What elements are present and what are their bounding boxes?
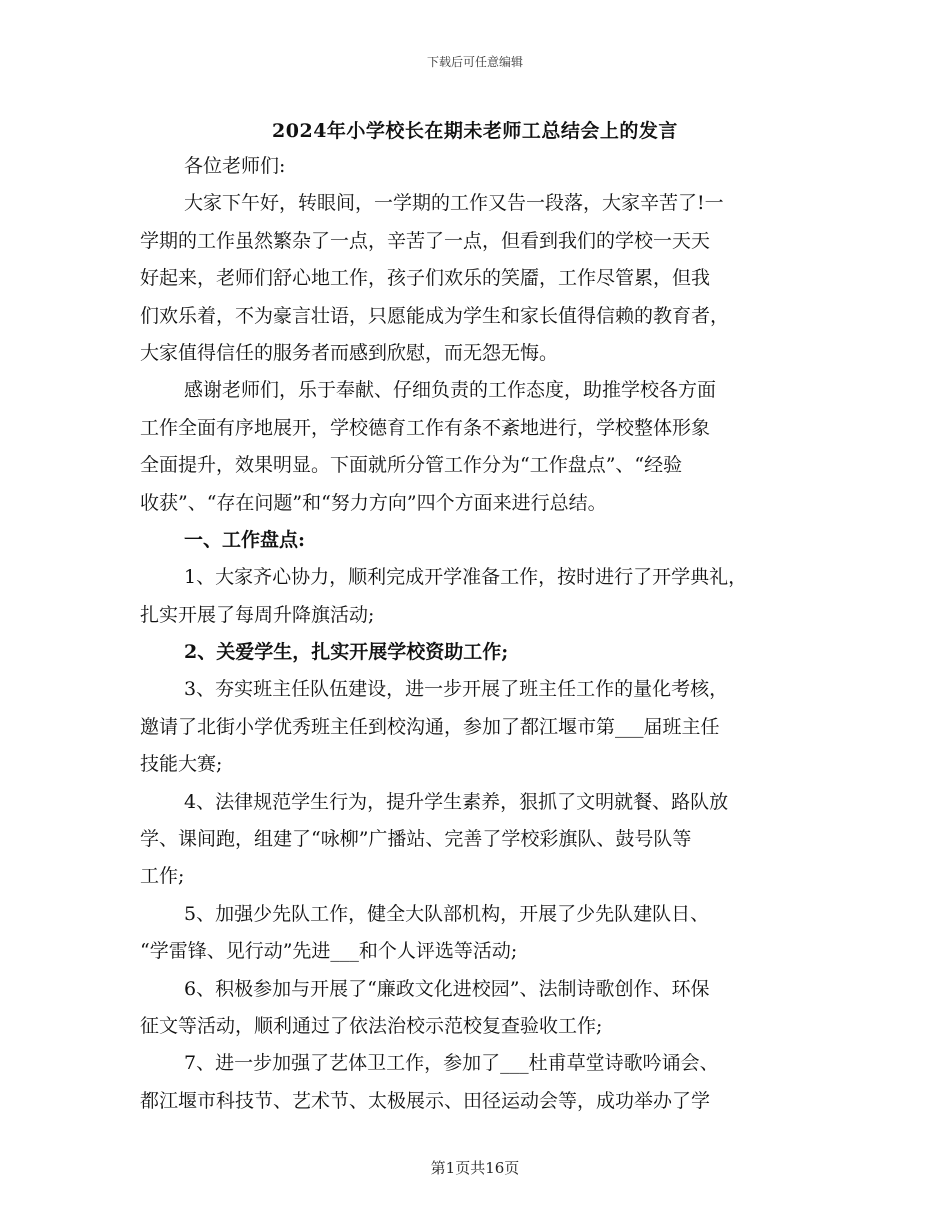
paragraph-line: 各位老师们: — [184, 155, 286, 177]
paragraph-line: 扎实开展了每周升降旗活动; — [140, 603, 375, 626]
paragraph-line: 6、积极参加与开展了“廉政文化进校园”、法制诗歌创作、环保 — [184, 977, 710, 1000]
paragraph-line: 大家值得信任的服务者而感到欣慰，而无怨无悔。 — [140, 341, 559, 364]
paragraph-line: 学、课间跑，组建了“咏柳”广播站、完善了学校彩旗队、鼓号队等 — [140, 828, 692, 851]
page-footer: 第1页共16页 — [430, 1159, 520, 1177]
paragraph-line: 工作; — [140, 865, 185, 888]
paragraph-line: 征文等活动，顺利通过了依法治校示范校复查验收工作; — [140, 1014, 603, 1037]
paragraph-line: 1、大家齐心协力，顺利完成开学准备工作，按时进行了开学典礼， — [184, 566, 748, 589]
paragraph-line: 大家下午好，转眼间，一学期的工作又告一段落，大家辛苦了!一 — [184, 192, 724, 215]
header-note: 下载后可任意编辑 — [426, 55, 523, 69]
paragraph-line: 感谢老师们，乐于奉献、仔细负责的工作态度，助推学校各方面 — [184, 379, 717, 402]
paragraph-line: 都江堰市科技节、艺术节、太极展示、田径运动会等，成功举办了学 — [140, 1089, 711, 1112]
paragraph-line: 邀请了北街小学优秀班主任到校沟通，参加了都江堰市第___届班主任 — [140, 715, 720, 738]
paragraph-line: “学雷锋、见行动”先进___和个人评选等活动; — [140, 940, 518, 963]
section-heading-line: 一、工作盘点: — [184, 528, 306, 551]
section-heading-line: 2、关爱学生，扎实开展学校资助工作; — [184, 641, 509, 664]
paragraph-line: 技能大赛; — [140, 753, 223, 776]
paragraph-line: 全面提升，效果明显。下面就所分管工作分为“工作盘点”、“经验 — [140, 454, 683, 477]
paragraph-line: 7、进一步加强了艺体卫工作，参加了___杜甫草堂诗歌吟诵会、 — [184, 1052, 719, 1075]
paragraph-line: 们欢乐着，不为豪言壮语，只愿能成为学生和家长值得信赖的教育者， — [140, 304, 730, 327]
paragraph-line: 好起来，老师们舒心地工作，孩子们欢乐的笑靥，工作尽管累，但我 — [140, 267, 711, 290]
document-body — [140, 148, 812, 1120]
paragraph-line: 3、夯实班主任队伍建设，进一步开展了班主任工作的量化考核， — [184, 678, 729, 701]
paragraph-line: 工作全面有序地展开，学校德育工作有条不紊地进行，学校整体形象 — [140, 416, 711, 439]
paragraph-line: 4、法律规范学生行为，提升学生素养，狠抓了文明就餐、路队放 — [184, 790, 729, 813]
paragraph-line: 收获”、“存在问题”和“努力方向”四个方面来进行总结。 — [140, 491, 607, 514]
document-title: 2024年小学校长在期未老师工总结会上的发言 — [272, 120, 678, 142]
paragraph-line: 5、加强少先队工作，健全大队部机构，开展了少先队建队日、 — [184, 902, 710, 925]
paragraph-line: 学期的工作虽然繁杂了一点，辛苦了一点，但看到我们的学校一天天 — [140, 229, 711, 252]
